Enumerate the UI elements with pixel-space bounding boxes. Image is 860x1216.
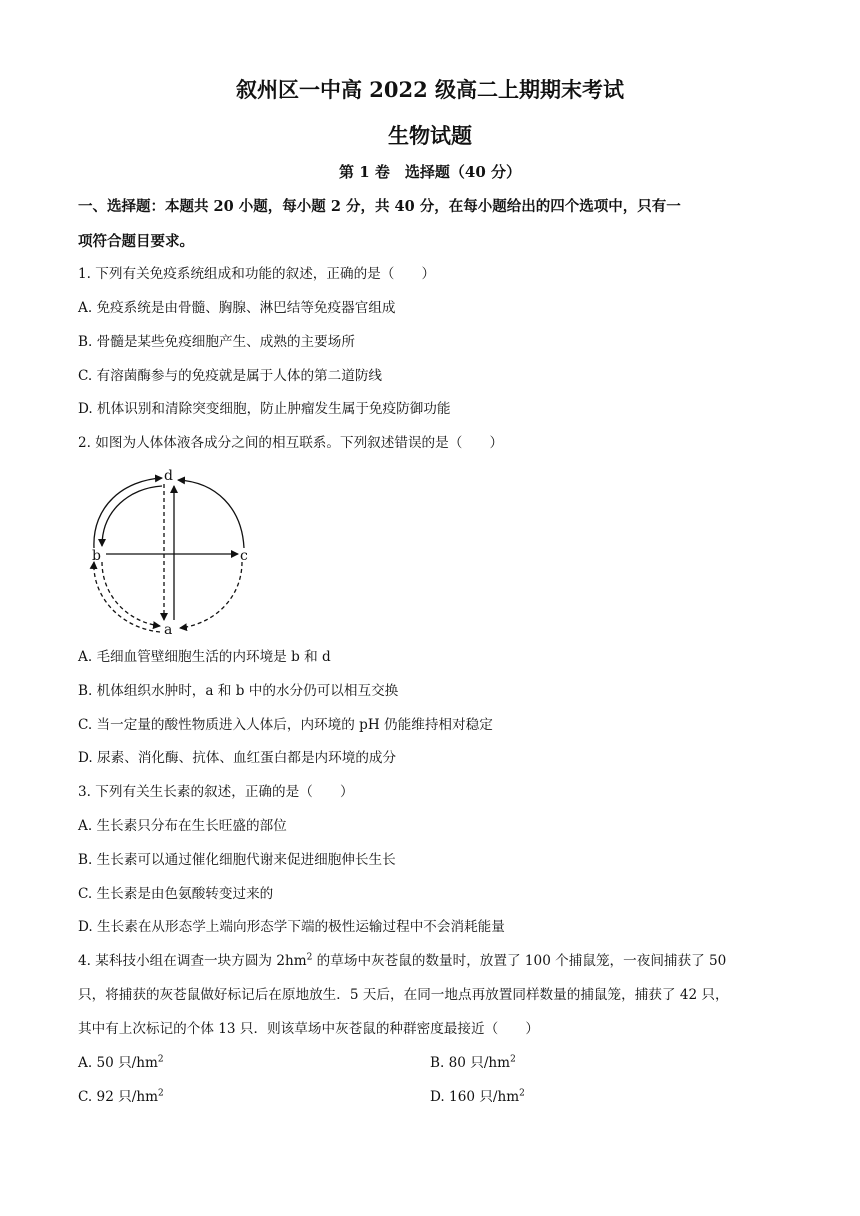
q3-option-d: D. 生长素在从形态学上端向形态学下端的极性运输过程中不会消耗能量 — [78, 919, 505, 935]
section-instruction-line1: 一、选择题：本题共 20 小题，每小题 2 分，共 40 分，在每小题给出的四个选项中，只有一 — [78, 198, 681, 215]
q4-option-a-text: A. 50 只/hm — [78, 1055, 158, 1071]
q2-stem: 2. 如图为人体体液各成分之间的相互联系。下列叙述错误的是（ ） — [78, 435, 504, 451]
q2-option-b: B. 机体组织水肿时，a 和 b 中的水分仍可以相互交换 — [78, 683, 399, 699]
arc-a-to-b — [94, 562, 160, 632]
q1-option-c: C. 有溶菌酶参与的免疫就是属于人体的第二道防线 — [78, 368, 383, 384]
q1-stem: 1. 下列有关免疫系统组成和功能的叙述，正确的是（ ） — [78, 266, 436, 282]
q4-stem-line1-sup: 2 — [306, 952, 313, 963]
label-d: d — [164, 468, 173, 484]
q4-stem-line3: 其中有上次标记的个体 13 只．则该草场中灰苍鼠的种群密度最接近（ ） — [78, 1021, 539, 1037]
q4-option-c-sup: 2 — [158, 1088, 164, 1099]
q3-option-b: B. 生长素可以通过催化细胞代谢来促进细胞伸长生长 — [78, 852, 396, 868]
q1-option-a: A. 免疫系统是由骨髓、胸腺、淋巴结等免疫器官组成 — [78, 300, 396, 316]
q4-option-b-text: B. 80 只/hm — [430, 1055, 511, 1071]
q2-option-d: D. 尿素、消化酶、抗体、血红蛋白都是内环境的成分 — [78, 750, 397, 766]
q1-option-d: D. 机体识别和清除突变细胞，防止肿瘤发生属于免疫防御功能 — [78, 401, 451, 417]
q2-option-a: A. 毛细血管壁细胞生活的内环境是 b 和 d — [78, 649, 331, 665]
q4-option-c — [78, 1087, 164, 1107]
exam-subtitle: 生物试题 — [388, 123, 472, 148]
q4-option-c-text: C. 92 只/hm — [78, 1089, 158, 1105]
q4-stem-line1-pre: 4. 某科技小组在调查一块方圆为 2hm — [78, 953, 307, 969]
arc-d-to-b — [102, 486, 162, 546]
q3-stem: 3. 下列有关生长素的叙述，正确的是（ ） — [78, 784, 354, 800]
label-b: b — [92, 548, 101, 564]
q1-option-b: B. 骨髓是某些免疫细胞产生、成熟的主要场所 — [78, 334, 355, 350]
body-fluid-diagram — [84, 466, 254, 636]
q4-option-b-sup: 2 — [510, 1054, 516, 1065]
q4-option-b — [430, 1053, 516, 1073]
q4-option-d — [430, 1087, 525, 1107]
q3-option-a: A. 生长素只分布在生长旺盛的部位 — [78, 818, 287, 834]
q4-option-d-sup: 2 — [519, 1088, 525, 1099]
arc-c-to-a — [180, 562, 242, 628]
q4-stem-line1 — [78, 951, 726, 971]
q2-option-c: C. 当一定量的酸性物质进入人体后，内环境的 pH 仍能维持相对稳定 — [78, 717, 493, 733]
section-instruction-line2: 项符合题目要求。 — [78, 233, 194, 250]
label-c: c — [240, 548, 248, 564]
label-a: a — [164, 622, 173, 636]
q4-option-d-text: D. 160 只/hm — [430, 1089, 520, 1105]
arc-b-to-d — [94, 478, 162, 548]
q4-stem-line2: 只，将捕获的灰苍鼠做好标记后在原地放生．5 天后，在同一地点再放置同样数量的捕鼠笼，捕获了 42 只， — [78, 987, 729, 1003]
q3-option-c: C. 生长素是由色氨酸转变过来的 — [78, 886, 274, 902]
part-heading: 第 1 卷 选择题（40 分） — [339, 163, 521, 181]
q4-option-a-sup: 2 — [157, 1054, 164, 1065]
exam-title: 叙州区一中高 2022 级高二上期期末考试 — [235, 77, 625, 102]
q4-option-a — [78, 1053, 164, 1073]
arc-c-to-d — [178, 480, 244, 548]
arc-b-to-a — [102, 562, 160, 626]
q4-stem-line1-post: 的草场中灰苍鼠的数量时，放置了 100 个捕鼠笼，一夜间捕获了 50 — [312, 953, 727, 969]
